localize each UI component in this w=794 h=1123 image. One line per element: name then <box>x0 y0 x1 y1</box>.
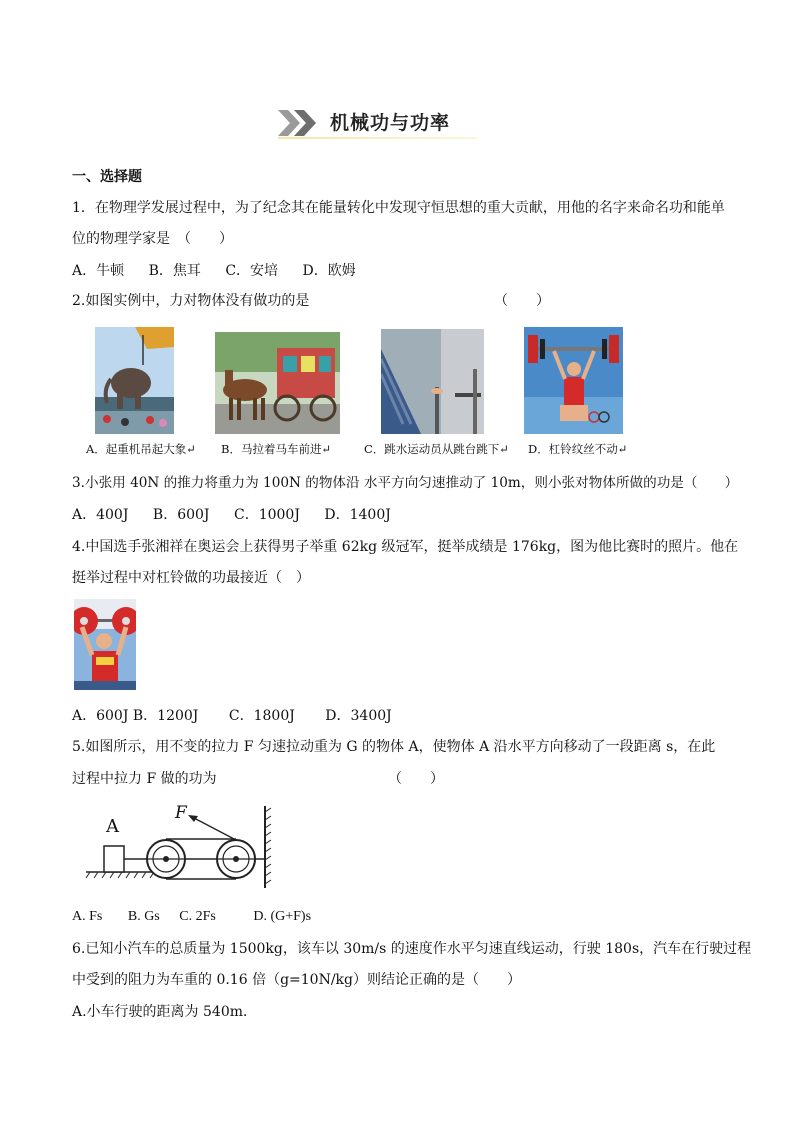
q4-option-ab: A．600J B．1200J <box>72 708 199 724</box>
pulley-diagram <box>84 804 284 890</box>
title-block <box>278 106 478 142</box>
q1-stem-line1: 1．在物理学发展过程中，为了纪念其在能量转化中发现守恒思想的重大贡献，用他的名字来命名功和能单 <box>72 200 725 216</box>
q6-stem-line1: 6.已知小汽车的总质量为 1500kg，该车以 30m/s 的速度作水平匀速直线运动，行驶 180s，汽车在行驶过程 <box>72 941 752 957</box>
q4-option-d: D．3400J <box>325 708 392 724</box>
q1-option-c: C．安培 <box>225 263 279 279</box>
crane-elephant-image <box>95 327 174 434</box>
section-heading: 一、选择题 <box>72 169 142 185</box>
q5-option-d: D. (G+F)s <box>253 909 312 924</box>
diving-platform-image <box>381 329 484 434</box>
horse-carriage-image <box>215 332 340 434</box>
q4-option-c: C．1800J <box>228 708 295 724</box>
title-underline <box>278 137 478 139</box>
weightlifter-image <box>524 327 623 434</box>
block-a-label: A <box>106 816 119 837</box>
q3-option-c: C．1000J <box>233 507 300 523</box>
q5-option-b: B. Gs <box>127 909 160 924</box>
q1-option-a: A．牛顿 <box>72 263 125 279</box>
zhang-weightlifter-image <box>74 599 136 690</box>
q4-stem-line1: 4.中国选手张湘祥在奥运会上获得男子举重 62kg 级冠军，挺举成绩是 176kg，图为他比赛时的照片。他在 <box>72 539 739 555</box>
q3-option-a: A．400J <box>72 507 129 523</box>
q2-caption-c: C．跳水运动员从跳台跳下↵ <box>364 442 509 456</box>
double-chevron-icon <box>278 110 320 136</box>
q2-answer-paren: （ ） <box>494 293 550 309</box>
q2-stem: 2.如图实例中，力对物体没有做功的是 <box>72 293 310 309</box>
q5-stem-line1: 5.如图所示，用不变的拉力 F 匀速拉动重为 G 的物体 A，使物体 A 沿水平方向移动了一段距离 s，在此 <box>72 739 716 755</box>
q4-stem-line2: 挺举过程中对杠铃做的功最接近（ ） <box>72 570 310 586</box>
q5-option-c: C. 2Fs <box>179 909 216 924</box>
q3-stem: 3.小张用 40N 的推力将重力为 100N 的物体沿 水平方向匀速推动了 10m，则小张对物体所做的功是（ ） <box>72 475 739 491</box>
q5-answer-paren: （ ） <box>388 771 444 787</box>
q2-caption-d: D．杠铃纹丝不动↵ <box>528 442 628 456</box>
q5-stem-line2: 过程中拉力 F 做的功为 <box>72 771 217 787</box>
q2-caption-b: B．马拉着马车前进↵ <box>221 442 332 456</box>
q3-option-b: B．600J <box>152 507 210 523</box>
q1-option-b: B．焦耳 <box>148 263 201 279</box>
q6-stem-line2: 中受到的阻力为车重的 0.16 倍（g=10N/kg）则结论正确的是（ ） <box>72 972 521 988</box>
q6-option-a: A.小车行驶的距离为 540m． <box>72 1004 258 1020</box>
q1-options <box>72 261 356 281</box>
q5-options <box>72 907 311 927</box>
q3-option-d: D．1400J <box>324 507 391 523</box>
page-title: 机械功与功率 <box>330 112 451 134</box>
force-f-label: F <box>175 804 187 823</box>
q3-options <box>72 505 391 525</box>
q1-stem-line2: 位的物理学家是 （ ） <box>72 231 233 247</box>
q1-option-d: D．欧姆 <box>302 263 356 279</box>
q5-option-a: A. Fs <box>72 909 103 924</box>
q4-options <box>72 706 392 726</box>
q2-caption-a: A．起重机吊起大象↵ <box>86 442 196 456</box>
